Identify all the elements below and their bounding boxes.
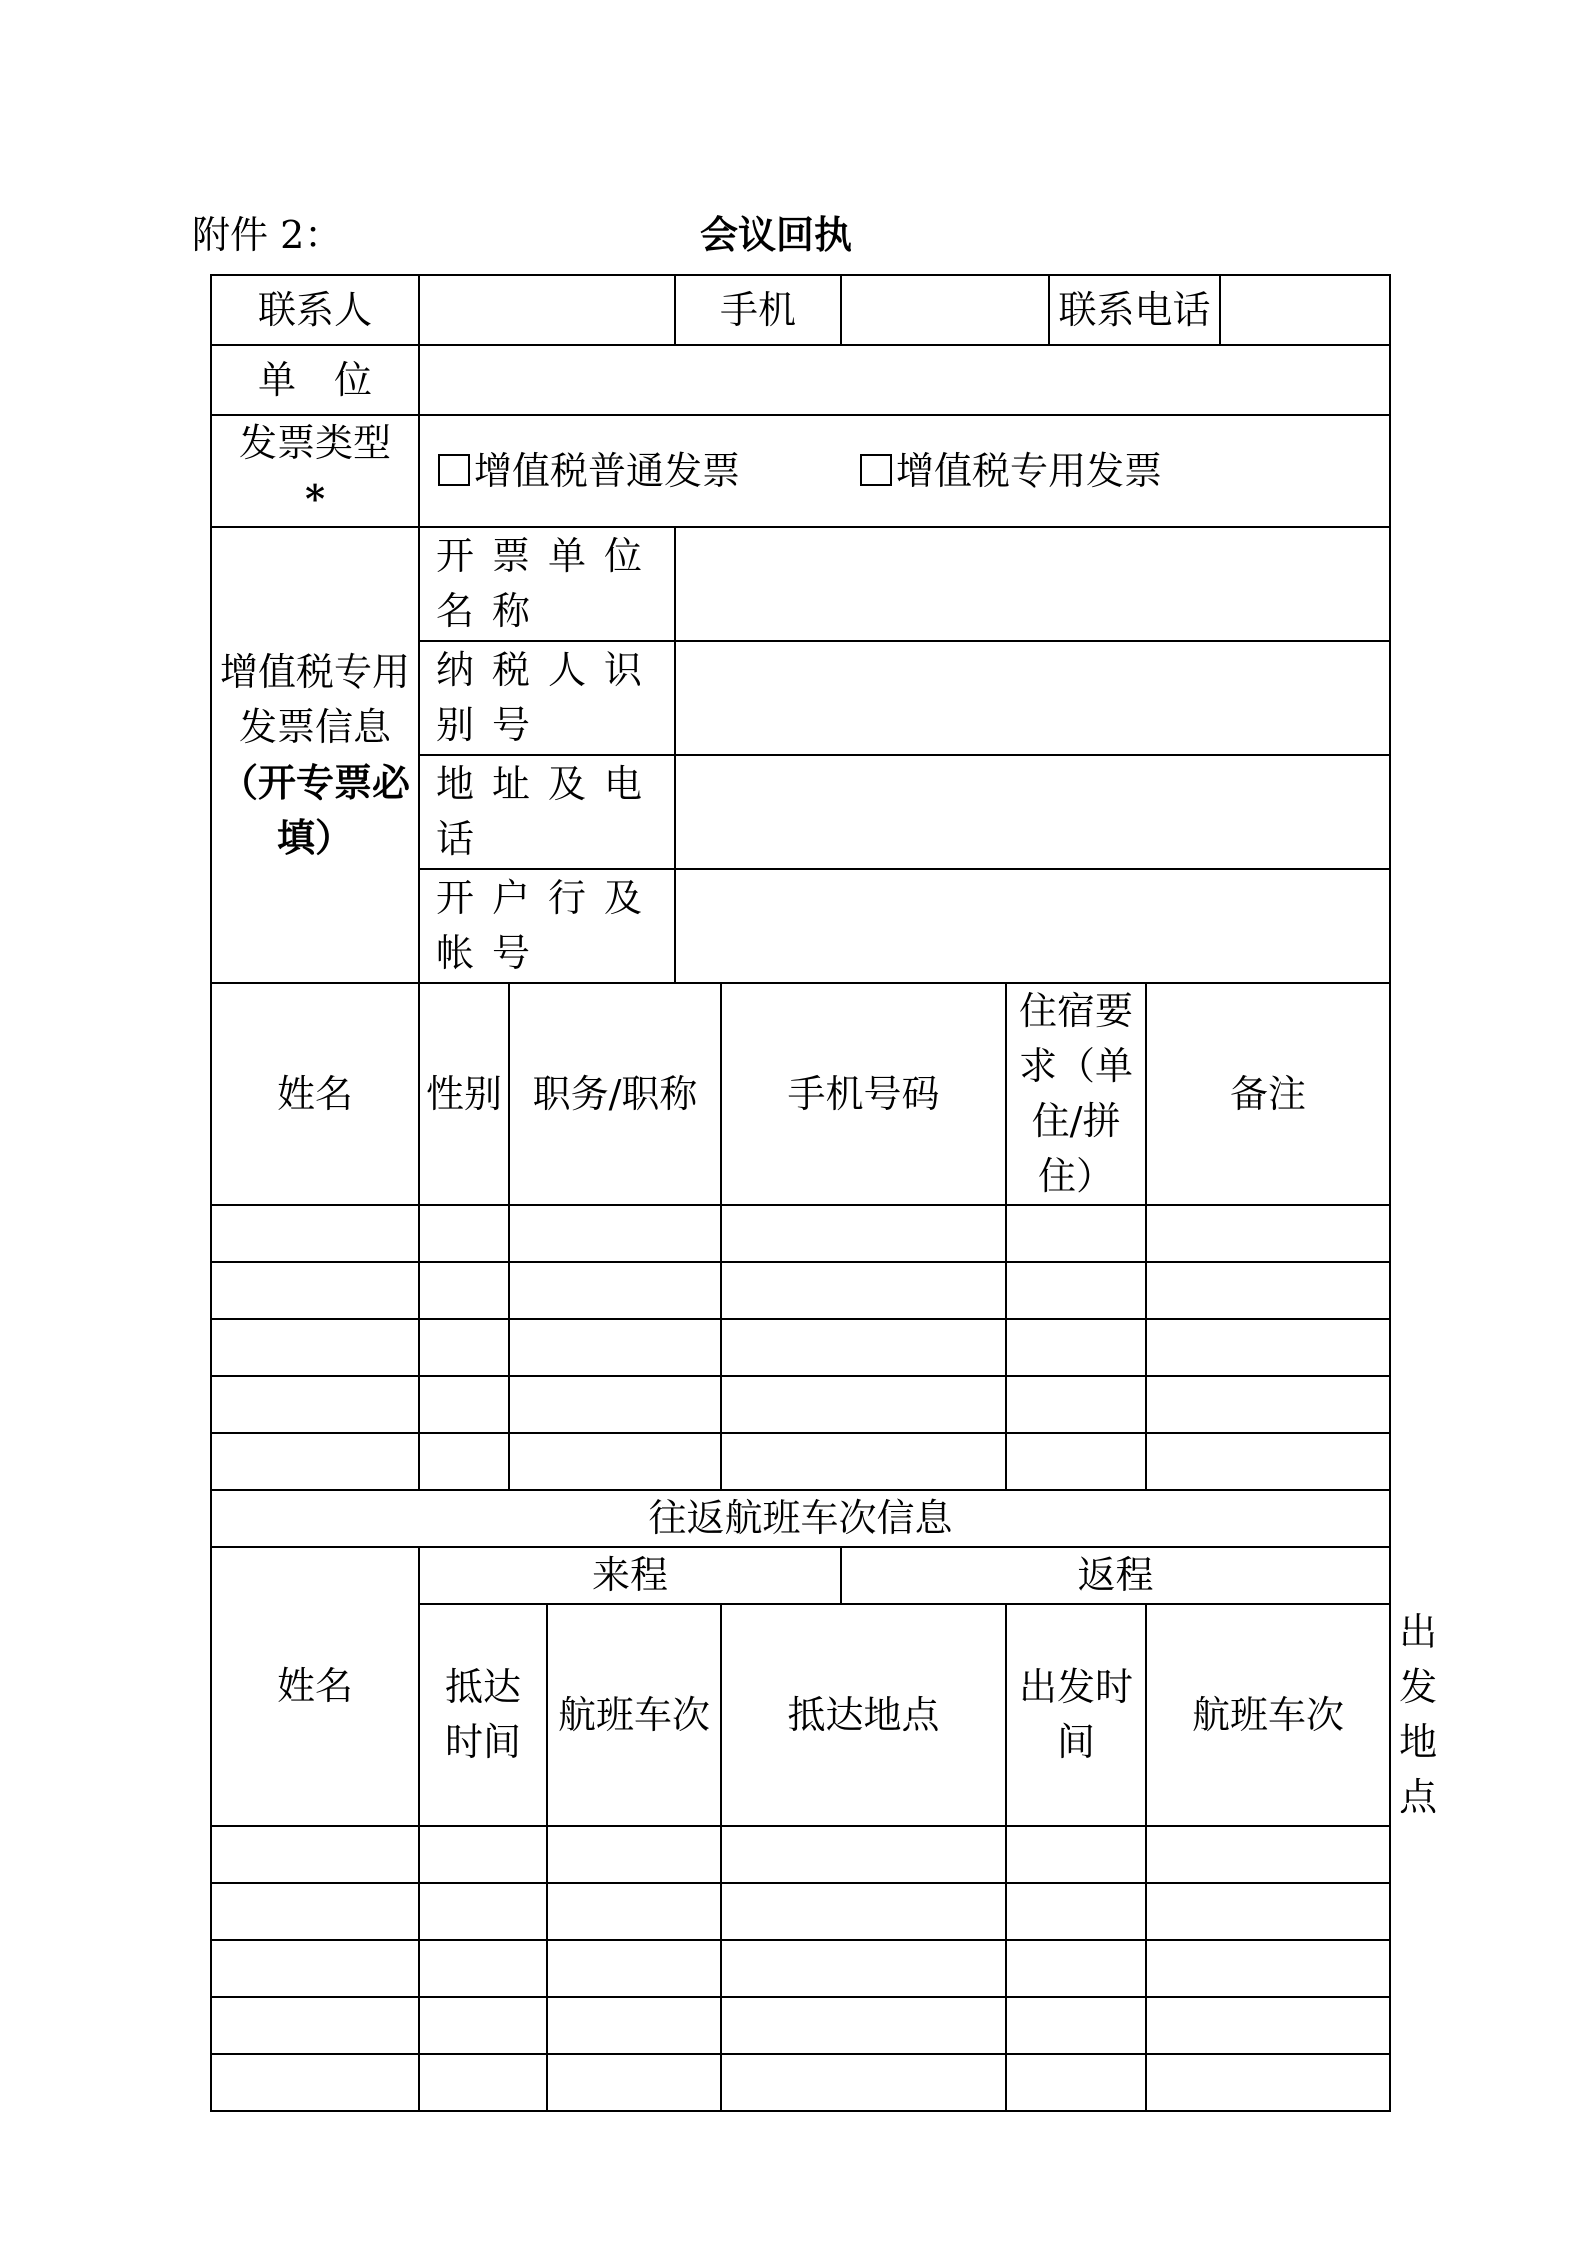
- travel-header-arrival: 来程: [419, 1547, 841, 1604]
- invoice-option-special-label: 增值税专用发票: [896, 448, 1163, 493]
- attendee-cell[interactable]: [211, 1376, 419, 1433]
- travel-cell[interactable]: [419, 1826, 547, 1883]
- page-title: 会议回执: [700, 212, 853, 257]
- invoice-field-value[interactable]: [675, 869, 1390, 983]
- travel-cell[interactable]: [211, 2054, 419, 2111]
- table-row: [211, 1883, 1390, 1940]
- attendee-cell[interactable]: [721, 1205, 1006, 1262]
- travel-cell[interactable]: [721, 1826, 1006, 1883]
- attendee-cell[interactable]: [509, 1319, 721, 1376]
- travel-subheader: 抵达地点: [721, 1604, 1006, 1826]
- travel-cell[interactable]: [1146, 2054, 1390, 2111]
- table-row: [211, 1262, 1390, 1319]
- invoice-field-label: 纳税人识别号: [419, 641, 675, 755]
- checkbox-icon[interactable]: [438, 454, 470, 486]
- invoice-type-label: 发票类型: [238, 421, 391, 465]
- travel-header-name: 姓名: [211, 1547, 419, 1826]
- attendee-header-remark: 备注: [1146, 983, 1390, 1205]
- table-row: [211, 2054, 1390, 2111]
- attendee-cell[interactable]: [509, 1376, 721, 1433]
- special-invoice-label-cell: [211, 527, 419, 983]
- travel-cell[interactable]: [547, 2054, 721, 2111]
- attendee-header-lodging: 住宿要求（单住/拼住）: [1006, 983, 1146, 1205]
- special-invoice-label: 增值税专用发票信息: [220, 650, 411, 749]
- travel-subheader: 抵达时间: [419, 1604, 547, 1826]
- table-row: [211, 1826, 1390, 1883]
- travel-cell[interactable]: [1146, 1826, 1390, 1883]
- attendee-cell[interactable]: [721, 1376, 1006, 1433]
- attendee-header-name: 姓名: [211, 983, 419, 1205]
- travel-header-return: 返程: [841, 1547, 1390, 1604]
- travel-cell[interactable]: [547, 1997, 721, 2054]
- table-row: [211, 1997, 1390, 2054]
- travel-cell[interactable]: [721, 1940, 1006, 1997]
- table-row: [211, 1376, 1390, 1433]
- attendee-cell[interactable]: [509, 1205, 721, 1262]
- contact-person-label: 联系人: [211, 275, 419, 345]
- attendee-cell[interactable]: [1006, 1319, 1146, 1376]
- attendee-cell[interactable]: [1146, 1376, 1390, 1433]
- attendee-cell[interactable]: [721, 1319, 1006, 1376]
- travel-cell[interactable]: [1006, 1826, 1146, 1883]
- attendee-cell[interactable]: [1146, 1433, 1390, 1490]
- invoice-type-cell: [211, 415, 419, 527]
- travel-cell[interactable]: [1006, 1940, 1146, 1997]
- travel-subheader: 出发时间: [1006, 1604, 1146, 1826]
- attendee-cell[interactable]: [419, 1262, 509, 1319]
- table-row: [211, 1205, 1390, 1262]
- invoice-option-regular-label: 增值税普通发票: [474, 448, 741, 493]
- travel-cell[interactable]: [419, 1940, 547, 1997]
- attendee-cell[interactable]: [211, 1433, 419, 1490]
- attendee-cell[interactable]: [1146, 1319, 1390, 1376]
- travel-cell[interactable]: [211, 1940, 419, 1997]
- attachment-label: 附件 2：: [192, 213, 343, 257]
- invoice-field-label: 开户行及帐号: [419, 869, 675, 983]
- travel-cell[interactable]: [211, 1826, 419, 1883]
- attendee-cell[interactable]: [211, 1319, 419, 1376]
- checkbox-icon[interactable]: [860, 454, 892, 486]
- travel-subheader: 航班车次: [547, 1604, 721, 1826]
- attendee-cell[interactable]: [721, 1433, 1006, 1490]
- invoice-field-label: 开票单位名称: [419, 527, 675, 641]
- attendee-cell[interactable]: [1006, 1262, 1146, 1319]
- travel-cell[interactable]: [1006, 1883, 1146, 1940]
- special-invoice-note: （开专票必填）: [220, 760, 411, 860]
- travel-cell[interactable]: [1146, 1883, 1390, 1940]
- attendee-cell[interactable]: [1006, 1433, 1146, 1490]
- travel-cell[interactable]: [721, 2054, 1006, 2111]
- unit-label: 单 位: [211, 345, 419, 415]
- invoice-field-label: 地址及电话: [419, 755, 675, 869]
- attendee-cell[interactable]: [419, 1433, 509, 1490]
- travel-cell[interactable]: [211, 1883, 419, 1940]
- attendee-cell[interactable]: [1146, 1262, 1390, 1319]
- invoice-field-value[interactable]: [675, 527, 1390, 641]
- required-mark: *: [305, 476, 325, 521]
- attendee-cell[interactable]: [1006, 1376, 1146, 1433]
- travel-cell[interactable]: [721, 1883, 1006, 1940]
- table-row: [211, 1319, 1390, 1376]
- phone-field[interactable]: [1220, 275, 1390, 345]
- travel-cell[interactable]: [419, 1997, 547, 2054]
- attendee-cell[interactable]: [721, 1262, 1006, 1319]
- travel-cell[interactable]: [419, 2054, 547, 2111]
- travel-cell[interactable]: [1006, 1997, 1146, 2054]
- attendee-cell[interactable]: [419, 1205, 509, 1262]
- invoice-option-special[interactable]: [860, 444, 1162, 499]
- attendee-cell[interactable]: [419, 1319, 509, 1376]
- table-row: [211, 1433, 1390, 1490]
- travel-cell[interactable]: [1146, 1997, 1390, 2054]
- travel-cell[interactable]: [1146, 1940, 1390, 1997]
- travel-cell[interactable]: [1006, 2054, 1146, 2111]
- unit-field[interactable]: [419, 345, 1390, 415]
- travel-cell[interactable]: [547, 1883, 721, 1940]
- travel-cell[interactable]: [419, 1883, 547, 1940]
- attendee-cell[interactable]: [211, 1205, 419, 1262]
- travel-section-title: 往返航班车次信息: [211, 1490, 1390, 1547]
- invoice-type-options: [419, 415, 1390, 527]
- attendee-cell[interactable]: [509, 1262, 721, 1319]
- invoice-field-value[interactable]: [675, 755, 1390, 869]
- receipt-form-table: 联系人 手机 联系电话 单 位 发票类型 * 增值税普通发票 增值税专用发票 增值税专用发票信息 （开专票必填） 开票单位名称 纳税人识别号 地址及电话 开户行及帐号 姓名 性别 职务/职称 手机号码 住宿要求（单住/拼住） 备注 往返航班车次信息 姓名 来程 返程 抵达时间 航班车次 抵达地点 出发时间 航班车次 出发地点: [210, 274, 1391, 2112]
- travel-cell[interactable]: [721, 1997, 1006, 2054]
- invoice-option-regular[interactable]: [438, 444, 740, 499]
- attendee-header-mobile: 手机号码: [721, 983, 1006, 1205]
- mobile-field[interactable]: [841, 275, 1049, 345]
- phone-label: 联系电话: [1049, 275, 1220, 345]
- invoice-field-value[interactable]: [675, 641, 1390, 755]
- travel-cell[interactable]: [211, 1997, 419, 2054]
- attendee-cell[interactable]: [1146, 1205, 1390, 1262]
- travel-cell[interactable]: [547, 1940, 721, 1997]
- table-row: [211, 1940, 1390, 1997]
- attendee-header-gender: 性别: [419, 983, 509, 1205]
- attendee-cell[interactable]: [211, 1262, 419, 1319]
- travel-subheader: 航班车次: [1146, 1604, 1390, 1826]
- attendee-cell[interactable]: [1006, 1205, 1146, 1262]
- attendee-cell[interactable]: [419, 1376, 509, 1433]
- contact-person-field[interactable]: [419, 275, 675, 345]
- mobile-label: 手机: [675, 275, 841, 345]
- attendee-cell[interactable]: [509, 1433, 721, 1490]
- travel-cell[interactable]: [547, 1826, 721, 1883]
- attendee-header-title: 职务/职称: [509, 983, 721, 1205]
